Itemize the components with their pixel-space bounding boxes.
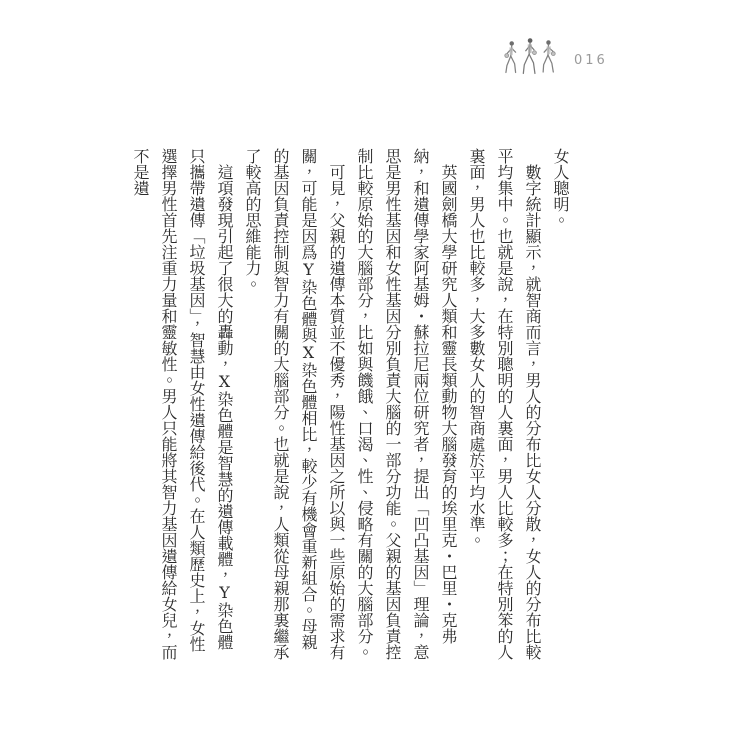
header-mark (504, 34, 608, 80)
body-text (126, 148, 574, 664)
page-number: 016 (574, 52, 608, 68)
paragraph: 英國劍橋大學研究人類和靈長類動物大腦發育的埃里克・巴里・克弗納，和遺傳學家阿基姆・蘇拉尼兩位研究者，提出「凹凸基因」理論，意思是男性基因和女性基因分別負責大腦的一部分功能。父親的基因負責控制比較原始的大腦部分，比如與饑餓、口渴、性、侵略有關的大腦部分。 (355, 148, 458, 660)
paragraph: 可見，父親的遺傳本質並不優秀，陽性基因之所以與一些原始的需求有關，可能是因爲Y染色體與X染色體相比，較少有機會重新組合。母親的基因負責控制與智力有關的大腦部分。也就是說，人類從母親那裏繼承了較高的思維能力。 (243, 148, 346, 660)
paragraph: 女人聰明。 (551, 148, 570, 228)
paragraph: 這項發現引起了很大的轟動，X染色體是智慧的遺傳載體，Y染色體只攜帶遺傳「垃圾基因」，智慧由女性遺傳給後代。在人類歷史上，女性選擇男性首先注重力量和靈敏性。男人只能將其智力基因遺傳給女兒，而不是遺 (131, 148, 234, 660)
paragraph: 數字統計顯示，就智商而言，男人的分布比女人分散，女人的分布比較平均集中。也就是說，在特別聰明的人裏面，男人比較多；在特別笨的人裏面，男人也比較多，大多數女人的智商處於平均水準。 (467, 148, 542, 660)
walking-figures-icon (504, 34, 562, 80)
